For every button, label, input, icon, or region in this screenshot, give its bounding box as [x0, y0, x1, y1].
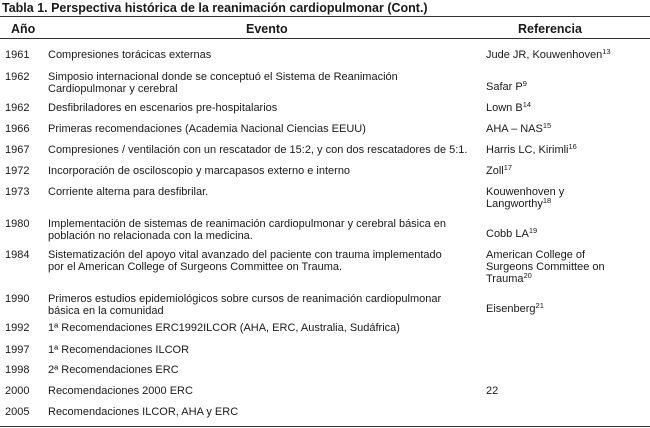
row-event [48, 71, 478, 95]
row-year: 1980 [5, 218, 30, 230]
reference-line [486, 123, 648, 135]
citation-superscript: 14 [522, 100, 532, 109]
event-line: Primeros estudios epidemiológicos sobre cursos de reanimación cardiopulmonar [48, 293, 442, 305]
reference-line [486, 186, 648, 198]
row-reference [486, 228, 648, 240]
row-year: 1992 [5, 322, 30, 334]
row-reference [486, 303, 648, 315]
table-title: Tabla 1. Perspectiva histórica de la reanimación cardiopulmonar (Cont.) [2, 1, 428, 15]
reference-text: Jude JR, Kouwenhoven [486, 49, 603, 61]
reference-text: Harris LC, Kirimli [486, 144, 569, 156]
row-year: 1972 [5, 165, 30, 177]
reference-line [486, 165, 648, 177]
row-year: 1973 [5, 186, 30, 198]
event-line: Cardiopulmonar y cerebral [48, 83, 178, 95]
row-event [48, 364, 478, 376]
row-year: 1962 [5, 71, 30, 83]
reference-line [486, 303, 648, 315]
reference-text: Cobb LA [486, 228, 529, 240]
citation-superscript: 19 [528, 226, 538, 235]
reference-line [486, 261, 648, 273]
citation-superscript: 21 [535, 301, 544, 310]
row-event [48, 293, 478, 317]
row-year: 1961 [5, 49, 30, 61]
row-year: 1998 [5, 364, 30, 376]
reference-text: Zoll [486, 165, 504, 177]
event-line: Sistematización del apoyo vital avanzado del paciente con trauma implementado [48, 249, 442, 261]
row-event [48, 218, 478, 242]
reference-text: Trauma [486, 273, 524, 285]
header-event: Evento [246, 22, 288, 36]
event-line: por el American College of Surgeons Committee on Trauma. [48, 261, 343, 273]
header-year: Año [11, 22, 36, 36]
event-line: Simposio internacional donde se conceptuó el Sistema de Reanimación [48, 71, 398, 83]
reference-text: Eisenberg [486, 303, 536, 315]
header-reference: Referencia [518, 22, 582, 36]
row-event [48, 123, 478, 135]
event-line: Desfibriladores en escenarios pre-hospitalarios [48, 102, 278, 114]
row-reference [486, 165, 648, 177]
event-line: Compresiones torácicas externas [48, 49, 212, 61]
reference-text: Safar P [486, 81, 523, 93]
row-year: 2005 [5, 406, 30, 418]
reference-line [486, 198, 648, 210]
row-event [48, 165, 478, 177]
row-event [48, 344, 478, 356]
row-reference [486, 49, 648, 61]
row-event [48, 406, 478, 418]
header-rule [0, 38, 650, 39]
event-line: Recomendaciones 2000 ERC [48, 385, 193, 397]
title-rule [0, 16, 650, 17]
reference-text: Langworthy [486, 198, 543, 210]
row-reference [486, 102, 648, 114]
event-line: población no relacionada con la medicina. [48, 230, 253, 242]
reference-line [486, 144, 648, 156]
reference-text: Lown B [486, 102, 523, 114]
event-line: Primeras recomendaciones (Academia Nacional Ciencias EEUU) [48, 123, 366, 135]
row-reference [486, 81, 648, 93]
row-year: 1962 [5, 102, 30, 114]
reference-text: American College of [486, 249, 586, 261]
citation-superscript: 15 [542, 121, 552, 130]
reference-text: Kouwenhoven y [486, 186, 565, 198]
row-reference [486, 123, 648, 135]
row-year: 1984 [5, 249, 30, 261]
event-line: Recomendaciones ILCOR, AHA y ERC [48, 406, 239, 418]
event-line: 2ª Recomendaciones ERC [48, 364, 179, 376]
row-event [48, 49, 478, 61]
row-event [48, 144, 478, 156]
row-year: 1967 [5, 144, 30, 156]
reference-text: AHA – NAS [486, 123, 543, 135]
event-line: básica en la comunidad [48, 305, 164, 317]
row-year: 1966 [5, 123, 30, 135]
event-line: 1ª Recomendaciones ERC1992ILCOR (AHA, ERC, Australia, Sudáfrica) [48, 322, 400, 334]
citation-superscript: 16 [568, 142, 577, 151]
reference-text: Surgeons Committee on [486, 261, 605, 273]
reference-line [486, 228, 648, 240]
citation-superscript: 13 [602, 47, 611, 56]
reference-line [486, 385, 648, 397]
citation-superscript: 18 [542, 196, 552, 205]
row-event [48, 102, 478, 114]
reference-line [486, 102, 648, 114]
reference-line [486, 49, 648, 61]
event-line: Implementación de sistemas de reanimación cardiopulmonar y cerebral básica en [48, 218, 447, 230]
row-year: 1997 [5, 344, 30, 356]
citation-superscript: 17 [503, 163, 513, 172]
event-line: 1ª Recomendaciones ILCOR [48, 344, 190, 356]
event-line: Corriente alterna para desfibrilar. [48, 186, 209, 198]
reference-line [486, 273, 648, 285]
row-event [48, 385, 478, 397]
row-year: 2000 [5, 385, 30, 397]
row-year: 1990 [5, 293, 30, 305]
row-reference [486, 385, 648, 397]
citation-superscript: 20 [523, 271, 532, 280]
row-reference [486, 249, 648, 285]
event-line: Incorporación de osciloscopio y marcapasos externo e interno [48, 165, 351, 177]
citation-superscript: 9 [522, 79, 527, 88]
bottom-rule [0, 426, 650, 427]
row-reference [486, 144, 648, 156]
event-line: Compresiones / ventilación con un rescatador de 15:2, y con dos rescatadores de 5:1. [48, 144, 468, 156]
reference-line [486, 249, 648, 261]
row-event [48, 322, 478, 334]
reference-text: 22 [486, 385, 499, 397]
row-event [48, 186, 478, 198]
row-event [48, 249, 478, 273]
reference-line [486, 81, 648, 93]
row-reference [486, 186, 648, 210]
